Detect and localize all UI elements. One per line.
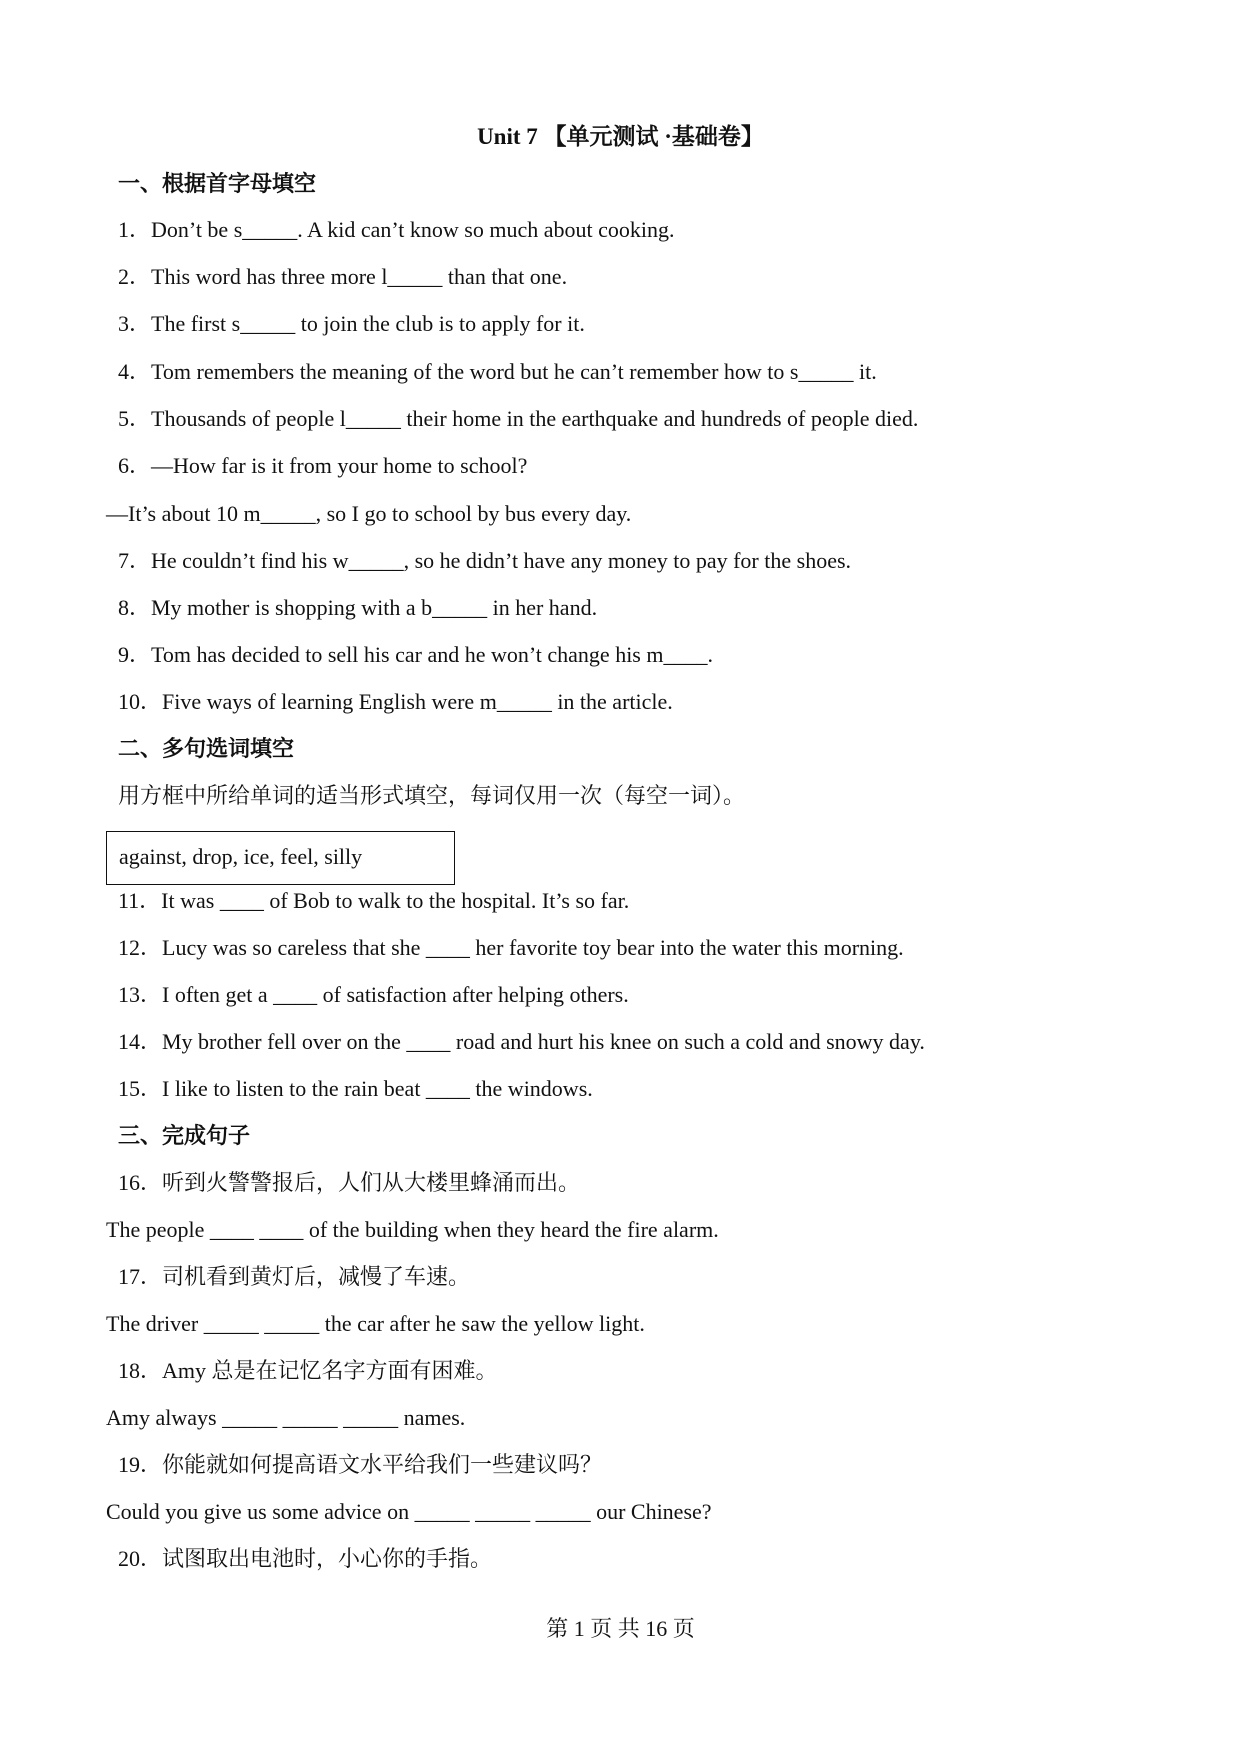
question-1: 1．Don’t be s_____. A kid can’t know so much about cooking. bbox=[118, 217, 675, 242]
question-20-chinese: 20．试图取出电池时，小心你的手指。 bbox=[118, 1546, 493, 1571]
word-bank-words: against, drop, ice, feel, silly bbox=[119, 844, 363, 869]
question-4: 4．Tom remembers the meaning of the word but he can’t remember how to s_____ it. bbox=[118, 359, 877, 384]
word-bank-box bbox=[106, 831, 455, 885]
question-16-chinese: 16．听到火警警报后，人们从大楼里蜂涌而出。 bbox=[118, 1170, 581, 1195]
section-heading-3: 三、完成句子 bbox=[118, 1123, 251, 1148]
question-15: 15．I like to listen to the rain beat ____ the windows. bbox=[118, 1076, 593, 1101]
question-5: 5．Thousands of people l_____ their home in the earthquake and hundreds of people died. bbox=[118, 406, 919, 431]
question-9: 9．Tom has decided to sell his car and he won’t change his m____. bbox=[118, 642, 713, 667]
page-title: Unit 7 【单元测试 ·基础卷】 bbox=[477, 124, 764, 149]
question-17-chinese: 17．司机看到黄灯后，减慢了车速。 bbox=[118, 1264, 471, 1289]
question-19-english: Could you give us some advice on _____ _____ _____ our Chinese? bbox=[106, 1499, 712, 1524]
question-13: 13．I often get a ____ of satisfaction after helping others. bbox=[118, 982, 629, 1007]
question-19-chinese: 19．你能就如何提高语文水平给我们一些建议吗？ bbox=[118, 1452, 603, 1477]
question-6-prompt: 6．—How far is it from your home to school? bbox=[118, 453, 528, 478]
question-17-english: The driver _____ _____ the car after he saw the yellow light. bbox=[106, 1311, 645, 1336]
section-2-instruction: 用方框中所给单词的适当形式填空，每词仅用一次（每空一词）。 bbox=[118, 783, 746, 808]
page-footer: 第 1 页 共 16 页 bbox=[546, 1616, 695, 1641]
question-16-english: The people ____ ____ of the building when they heard the fire alarm. bbox=[106, 1217, 719, 1242]
question-3: 3．The first s_____ to join the club is to apply for it. bbox=[118, 311, 585, 336]
question-7: 7．He couldn’t find his w_____, so he didn’t have any money to pay for the shoes. bbox=[118, 548, 852, 573]
question-6-response: —It’s about 10 m_____, so I go to school by bus every day. bbox=[106, 501, 632, 526]
question-10: 10．Five ways of learning English were m_____ in the article. bbox=[118, 689, 673, 714]
section-heading-2: 二、多句选词填空 bbox=[118, 736, 295, 761]
question-2: 2．This word has three more l_____ than that one. bbox=[118, 264, 568, 289]
question-18-chinese: 18．Amy 总是在记忆名字方面有困难。 bbox=[118, 1358, 498, 1383]
question-14: 14．My brother fell over on the ____ road and hurt his knee on such a cold and snowy day. bbox=[118, 1029, 925, 1054]
question-11: 11．It was ____ of Bob to walk to the hospital. It’s so far. bbox=[118, 888, 630, 913]
question-8: 8．My mother is shopping with a b_____ in her hand. bbox=[118, 595, 598, 620]
question-12: 12．Lucy was so careless that she ____ her favorite toy bear into the water this morning. bbox=[118, 935, 904, 960]
section-heading-1: 一、根据首字母填空 bbox=[118, 171, 317, 196]
question-18-english: Amy always _____ _____ _____ names. bbox=[106, 1405, 466, 1430]
